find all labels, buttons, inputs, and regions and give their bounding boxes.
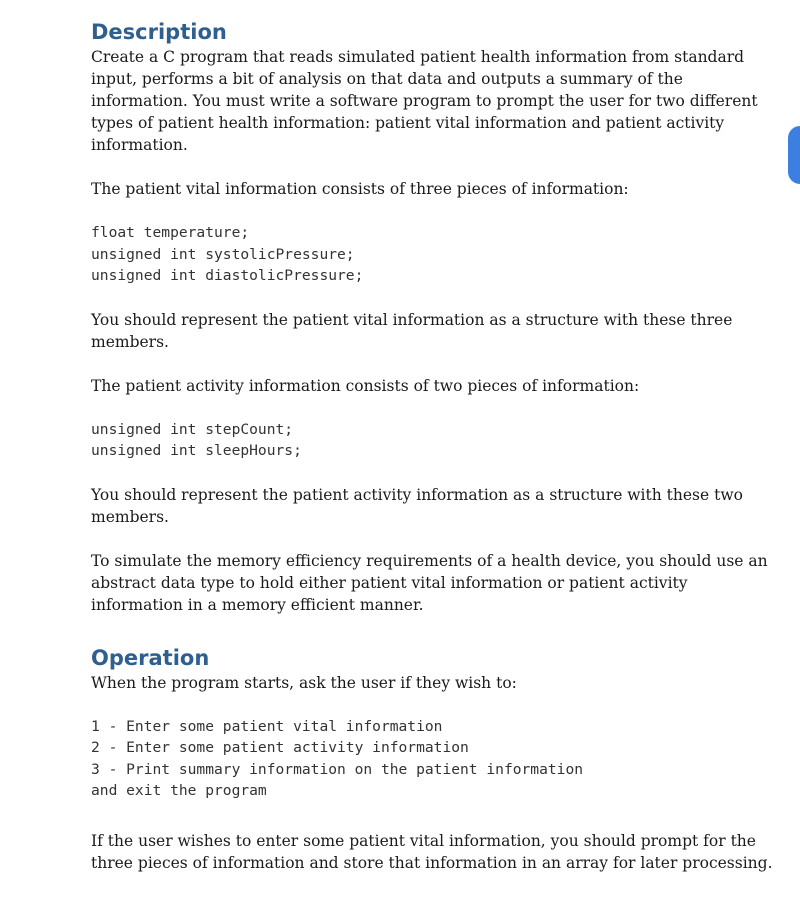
code-line: unsigned int diastolicPressure;	[91, 267, 364, 284]
description-heading: Description	[91, 20, 227, 44]
vital-struct-note: You should represent the patient vital information as a structure with these three members.	[91, 310, 733, 351]
menu-line: 3 - Print summary information on the patient information	[91, 760, 584, 778]
operation-heading: Operation	[91, 645, 210, 670]
menu-code-block	[91, 716, 781, 802]
activity-struct-note: You should represent the patient activity information as a structure with these two members.	[91, 485, 743, 526]
code-line: unsigned int stepCount;	[91, 420, 294, 438]
menu-line: 2 - Enter some patient activity information	[91, 739, 469, 756]
description-intro: Create a C program that reads simulated patient health information from standard input, performs a bit of analysis on that data and outputs a summary of the information. You must write a software program to prompt the user for two different types of patient health information: patient vital information and patient activity information.	[91, 48, 758, 154]
code-line: unsigned int sleepHours;	[91, 442, 302, 459]
vital-entry-note: If the user wishes to enter some patient vital information, you should prompt for the three pieces of information and store that information in an array for later processing.	[91, 831, 773, 872]
activity-intro: The patient activity information consists of two pieces of information:	[91, 376, 640, 395]
vital-code-block	[91, 222, 781, 287]
code-line: float temperature;	[91, 224, 250, 241]
activity-code-block	[91, 419, 781, 462]
memory-note: To simulate the memory efficiency requirements of a health device, you should use an abstract data type to hold either patient vital information or patient activity information in a memory efficient manner.	[91, 551, 768, 614]
side-panel-tab[interactable]	[788, 126, 800, 184]
operation-intro: When the program starts, ask the user if they wish to:	[91, 673, 517, 692]
menu-line: 1 - Enter some patient vital information	[91, 717, 443, 735]
document-page	[91, 18, 781, 874]
menu-line: and exit the program	[91, 782, 267, 799]
vital-intro: The patient vital information consists of three pieces of information:	[91, 180, 629, 198]
code-line: unsigned int systolicPressure;	[91, 245, 355, 263]
